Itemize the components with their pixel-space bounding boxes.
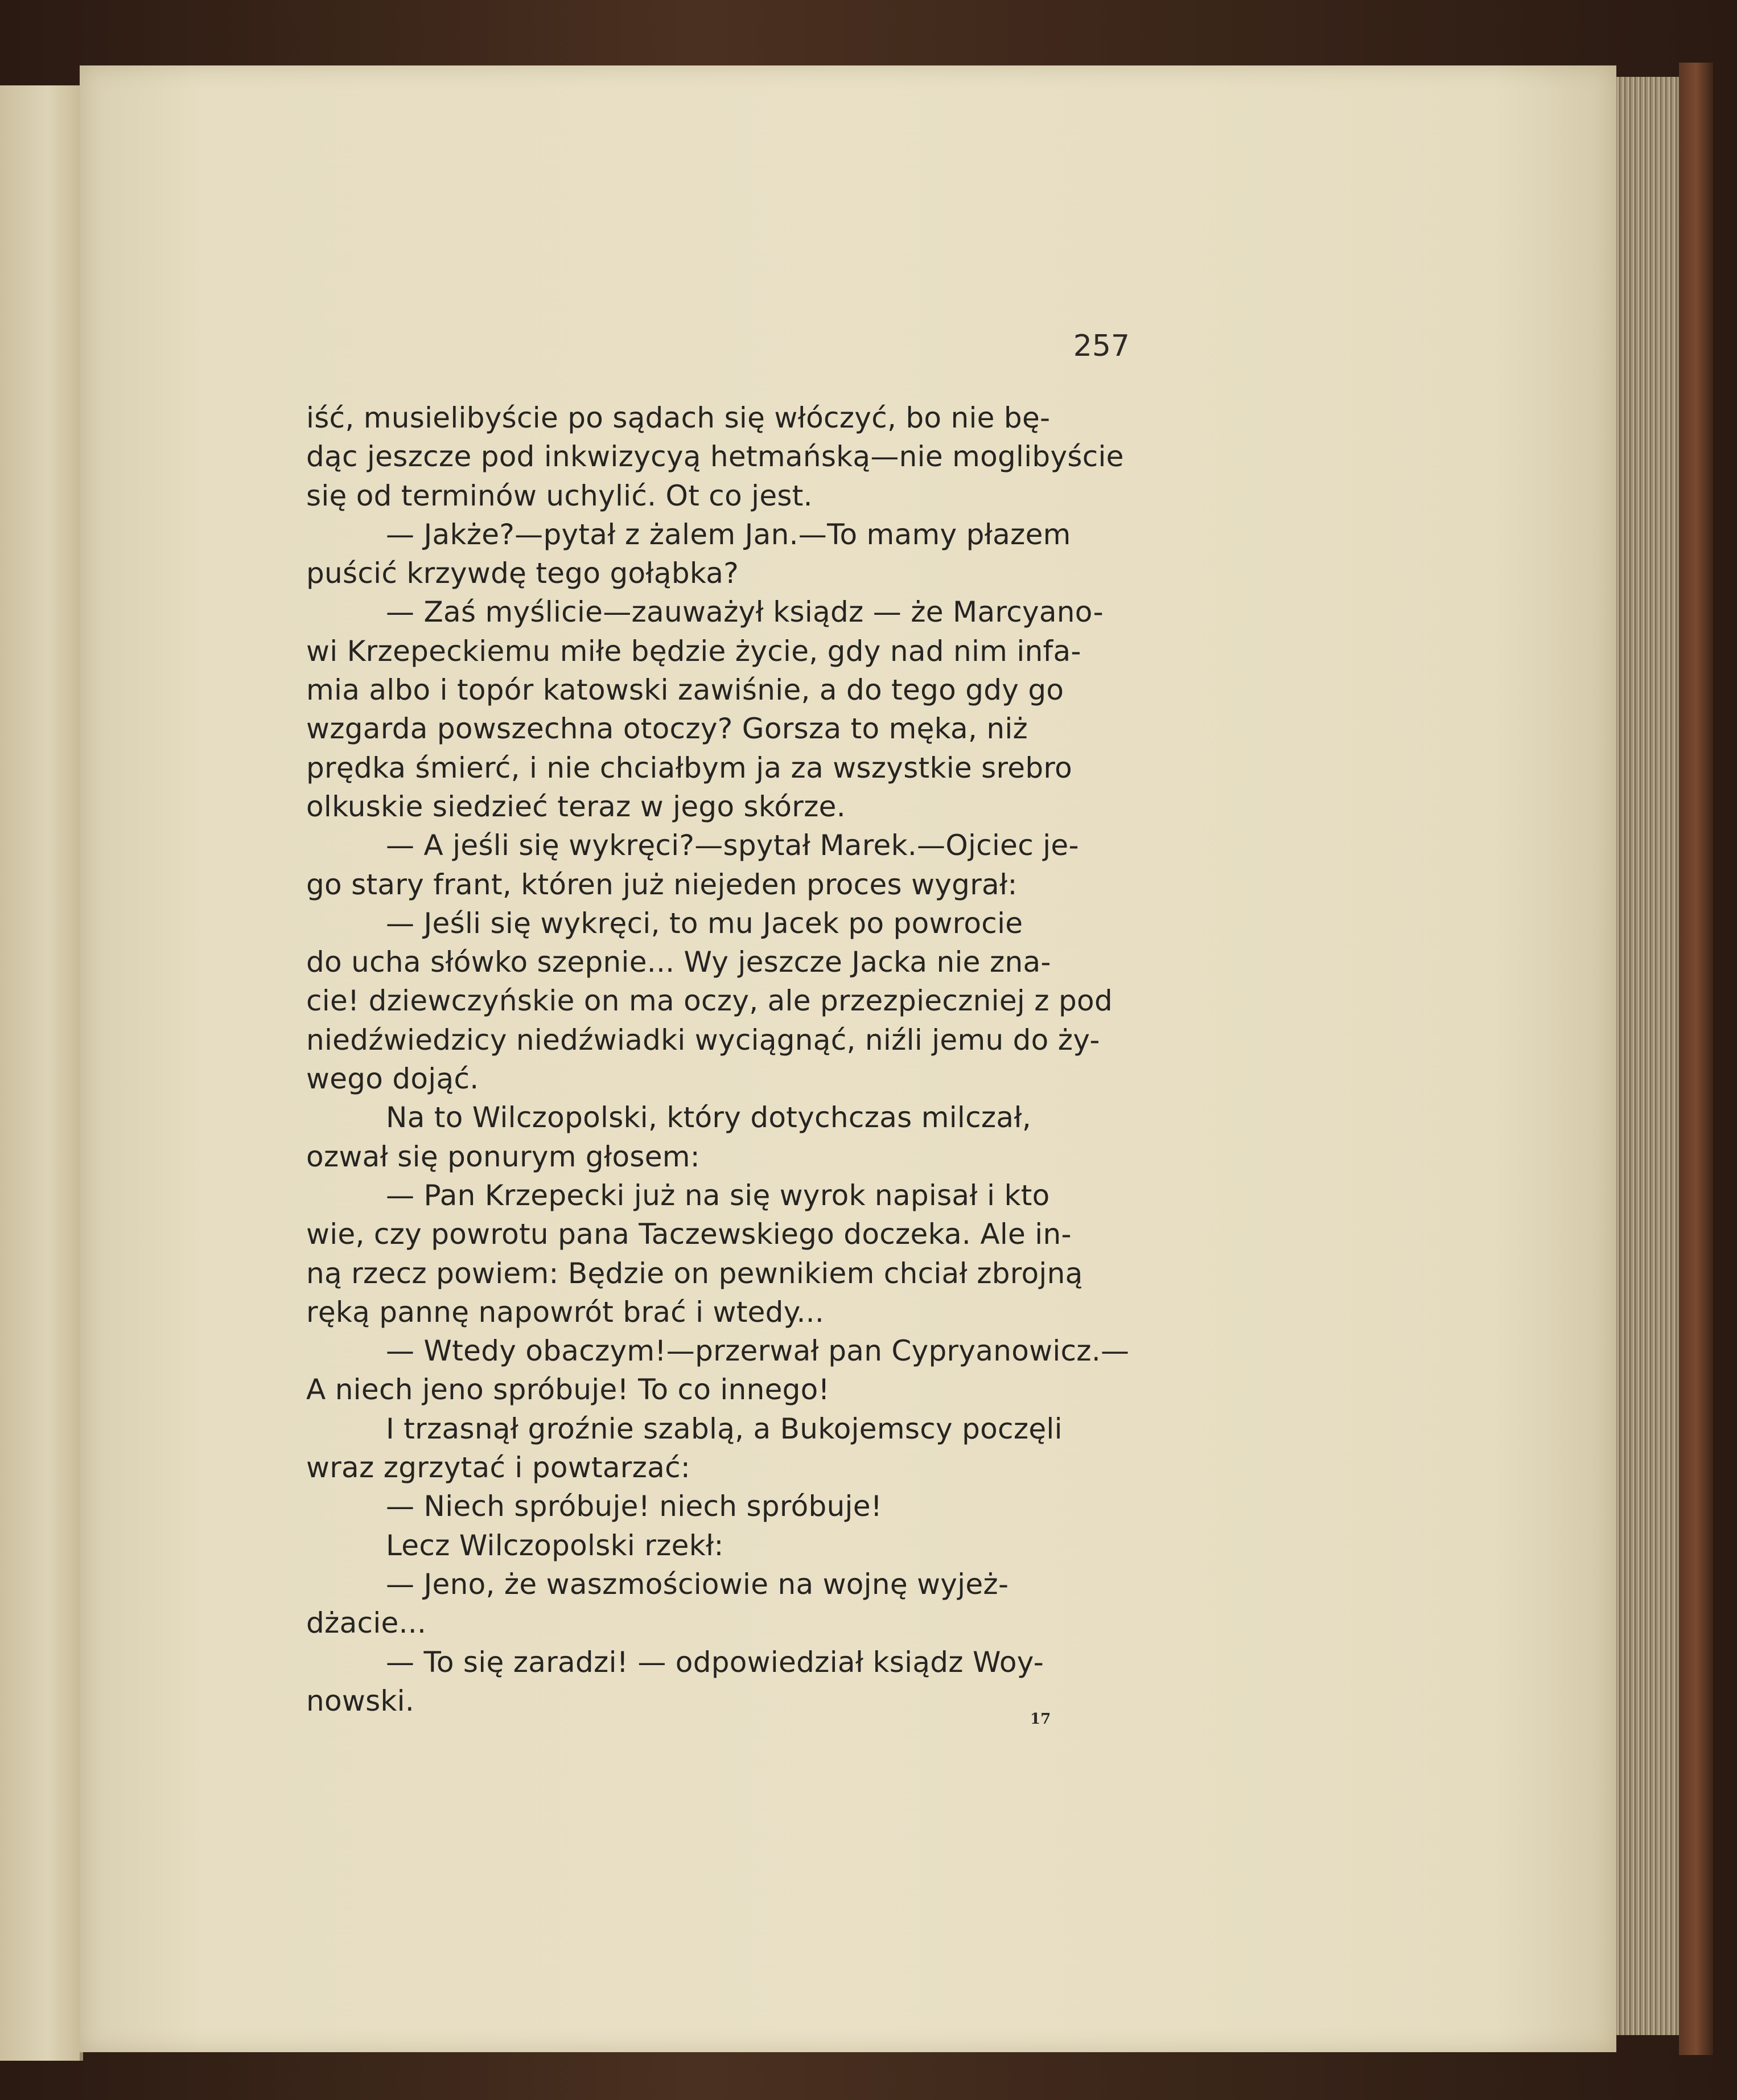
text-line: dżacie... bbox=[306, 1606, 427, 1640]
text-line: wego dojąć. bbox=[306, 1062, 479, 1096]
text-line: — Jakże?—pytał z żalem Jan.—To mamy płazem bbox=[386, 517, 1071, 551]
text-line: — Niech spróbuje! niech spróbuje! bbox=[386, 1490, 883, 1523]
body-text bbox=[306, 398, 1130, 1720]
text-line: do ucha słówko szepnie... Wy jeszcze Jacka nie zna- bbox=[306, 946, 1051, 979]
page-stack-edge bbox=[1616, 77, 1679, 2035]
text-line: ręką pannę napowrót brać i wtedy... bbox=[306, 1295, 825, 1329]
text-line: — Jeśli się wykręci, to mu Jacek po powrocie bbox=[386, 906, 1023, 940]
text-line: nowski. bbox=[306, 1684, 415, 1717]
text-line: iść, musielibyście po sądach się włóczyć, bo nie bę- bbox=[306, 401, 1051, 434]
text-line: go stary frant, któren już niejeden proces wygrał: bbox=[306, 868, 1018, 901]
text-line: prędka śmierć, i nie chciałbym ja za wszystkie srebro bbox=[306, 751, 1073, 784]
text-line: niedźwiedzicy niedźwiadki wyciągnąć, niźli jemu do ży- bbox=[306, 1023, 1100, 1057]
text-line: I trzasnął groźnie szablą, a Bukojemscy poczęli bbox=[386, 1412, 1063, 1445]
text-line: Na to Wilczopolski, który dotychczas milczał, bbox=[386, 1101, 1032, 1135]
text-line: dąc jeszcze pod inkwizycyą hetmańską—nie moglibyście bbox=[306, 440, 1124, 474]
previous-page-edge bbox=[0, 85, 83, 2061]
page-number: 257 bbox=[1073, 329, 1130, 363]
text-line: wi Krzepeckiemu miłe będzie życie, gdy nad nim infa- bbox=[306, 634, 1081, 668]
text-line: — Pan Krzepecki już na się wyrok napisał i kto bbox=[386, 1178, 1050, 1212]
text-line: ną rzecz powiem: Będzie on pewnikiem chciał zbrojną bbox=[306, 1256, 1083, 1290]
text-line: — Zaś myślicie—zauważył ksiądz — że Marcyano- bbox=[386, 595, 1104, 629]
text-line: ozwał się ponurym głosem: bbox=[306, 1140, 700, 1173]
text-line: — A jeśli się wykręci?—spytał Marek.—Ojciec je- bbox=[386, 829, 1079, 862]
text-line: puścić krzywdę tego gołąbka? bbox=[306, 557, 739, 590]
text-line: mia albo i topór katowski zawiśnie, a do tego gdy go bbox=[306, 673, 1064, 707]
text-line: — To się zaradzi! — odpowiedział ksiądz Woy- bbox=[386, 1645, 1044, 1679]
text-line: wie, czy powrotu pana Taczewskiego doczeka. Ale in- bbox=[306, 1218, 1072, 1251]
text-line: cie! dziewczyńskie on ma oczy, ale przezpieczniej z pod bbox=[306, 984, 1113, 1018]
text-line: — Wtedy obaczym!—przerwał pan Cypryanowicz.— bbox=[386, 1334, 1130, 1368]
text-line: A niech jeno spróbuje! To co innego! bbox=[306, 1373, 830, 1407]
text-line: olkuskie siedzieć teraz w jego skórze. bbox=[306, 790, 846, 823]
text-line: wraz zgrzytać i powtarzać: bbox=[306, 1451, 691, 1485]
printer-signature-mark: 17 bbox=[1030, 1711, 1051, 1728]
book-cover-edge bbox=[1679, 63, 1713, 2055]
text-line: Lecz Wilczopolski rzekł: bbox=[386, 1528, 724, 1562]
text-line: wzgarda powszechna otoczy? Gorsza to męka, niż bbox=[306, 712, 1028, 746]
text-line: się od terminów uchylić. Ot co jest. bbox=[306, 479, 813, 512]
text-line: — Jeno, że waszmościowie na wojnę wyjeż- bbox=[386, 1567, 1009, 1601]
